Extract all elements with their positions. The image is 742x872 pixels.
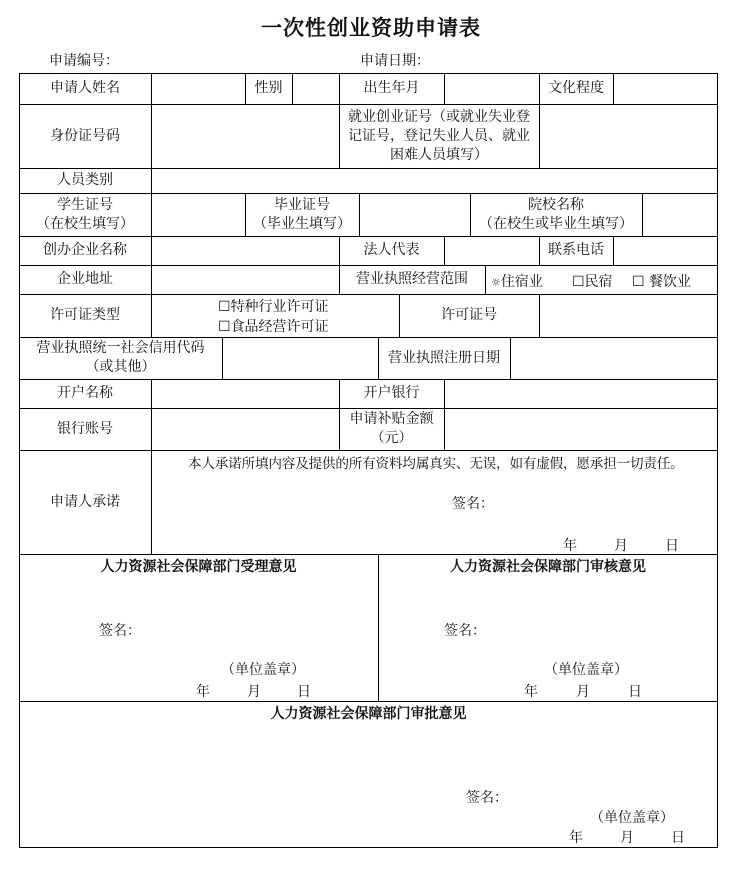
birth-input[interactable] <box>445 74 539 104</box>
review-date-day: 日 <box>628 684 642 700</box>
row-divider <box>19 701 718 702</box>
amount-label-line: 申请补贴金额 <box>349 411 434 427</box>
school-input[interactable] <box>643 194 717 236</box>
approval-date-day: 日 <box>671 830 685 846</box>
id-input[interactable] <box>152 105 339 168</box>
license-type-label: 许可证类型 <box>50 307 120 323</box>
promise-date-month: 月 <box>614 538 628 554</box>
register-date-input[interactable] <box>511 338 717 379</box>
employment-cert-label <box>339 104 539 168</box>
bank-input[interactable] <box>445 380 717 408</box>
review-sign-label: 签名： <box>444 623 486 639</box>
credit-code-label-note: （或其他） <box>85 359 156 375</box>
account-no-input[interactable] <box>152 409 339 450</box>
birth-label: 出生年月 <box>363 80 420 96</box>
col-divider <box>378 554 379 701</box>
business-scope-label: 营业执照经营范围 <box>356 271 468 287</box>
scope-option-label: 餐饮业 <box>644 274 692 290</box>
license-no-input[interactable] <box>540 295 717 337</box>
grad-cert-label <box>245 193 359 236</box>
review-seal-label: （单位盖章） <box>544 662 628 678</box>
applicant-signature-field[interactable] <box>495 488 695 514</box>
col-divider <box>485 265 486 294</box>
student-id-label-line: 学生证号 <box>57 196 113 213</box>
form-title: 一次性创业资助申请表 <box>261 15 481 40</box>
legal-rep-label: 法人代表 <box>363 242 420 258</box>
checkbox-icon: ☐ <box>218 319 231 335</box>
scope-option-homestay[interactable] <box>572 271 613 291</box>
radio-icon: ☼ <box>491 276 501 289</box>
employment-cert-input[interactable] <box>540 105 717 168</box>
grad-cert-label-line: 毕业证号 <box>274 196 330 213</box>
checkbox-icon: ☐ <box>218 299 231 315</box>
student-id-input[interactable] <box>152 194 245 236</box>
applicant-sign-label: 签名： <box>452 496 494 512</box>
application-no-label: 申请编号： <box>49 53 119 69</box>
credit-code-input[interactable] <box>223 338 378 379</box>
name-label: 申请人姓名 <box>50 80 120 96</box>
category-label: 人员类别 <box>57 172 113 188</box>
scope-option-label: 住宿业 <box>500 274 543 290</box>
address-label: 企业地址 <box>57 271 113 287</box>
student-id-label <box>19 193 151 236</box>
application-date-label: 申请日期： <box>360 53 430 69</box>
scope-option-catering[interactable] <box>632 271 691 291</box>
license-option-label: 食品经营许可证 <box>230 319 329 335</box>
checkbox-icon: ☐ <box>572 274 585 290</box>
checkbox-icon: ☐ <box>632 274 645 290</box>
address-input[interactable] <box>152 266 339 294</box>
col-divider <box>151 294 152 337</box>
grad-cert-input[interactable] <box>360 194 470 236</box>
gender-label: 性别 <box>254 80 283 96</box>
approval-date-year: 年 <box>569 830 583 846</box>
promise-text: 本人承诺所填内容及提供的所有资料均属真实、无误，如有虚假，愿承担一切责任。 <box>188 456 684 472</box>
acceptance-sign-label: 签名： <box>99 623 141 639</box>
approval-seal-label: （单位盖章） <box>590 810 674 826</box>
license-option-food[interactable] <box>218 316 329 336</box>
approval-sign-label: 签名： <box>466 790 508 806</box>
name-input[interactable] <box>152 74 245 104</box>
promise-date-year: 年 <box>563 538 577 554</box>
review-date-year: 年 <box>524 684 538 700</box>
acceptance-date-day: 日 <box>297 684 311 700</box>
education-label: 文化程度 <box>548 80 604 96</box>
amount-label <box>339 408 444 450</box>
company-name-input[interactable] <box>152 237 339 265</box>
acceptance-opinion-title: 人力资源社会保障部门受理意见 <box>100 559 297 575</box>
credit-code-label-line: 营业执照统一社会信用代码 <box>36 340 205 356</box>
bank-label: 开户银行 <box>363 385 420 401</box>
category-input[interactable] <box>152 169 717 193</box>
employment-cert-label-line: 困难人员填写） <box>390 146 488 163</box>
approval-opinion-input[interactable] <box>20 725 717 780</box>
grad-cert-label-note: （毕业生填写） <box>253 215 351 232</box>
approval-date-month: 月 <box>620 830 634 846</box>
legal-rep-input[interactable] <box>445 237 539 265</box>
acceptance-seal-label: （单位盖章） <box>221 662 305 678</box>
scope-option-label: 民宿 <box>584 274 613 290</box>
phone-label: 联系电话 <box>548 242 604 258</box>
school-label <box>470 193 642 236</box>
review-opinion-input[interactable] <box>379 578 717 618</box>
employment-cert-label-line: 记证号，登记失业人员、就业 <box>348 127 530 144</box>
school-label-line: 院校名称 <box>528 196 584 213</box>
acceptance-date-year: 年 <box>196 684 210 700</box>
scope-option-lodging[interactable] <box>491 271 543 291</box>
license-no-label: 许可证号 <box>441 307 497 323</box>
review-opinion-title: 人力资源社会保障部门审核意见 <box>450 559 646 575</box>
student-id-label-note: （在校生填写） <box>36 215 134 232</box>
review-date-month: 月 <box>576 684 590 700</box>
phone-input[interactable] <box>614 237 717 265</box>
employment-cert-label-line: 就业创业证号（或就业失业登 <box>348 108 530 125</box>
license-option-special[interactable] <box>218 296 329 316</box>
gender-input[interactable] <box>293 74 339 104</box>
promise-date-day: 日 <box>665 538 679 554</box>
school-label-note: （在校生或毕业生填写） <box>479 215 633 232</box>
credit-code-label <box>19 337 222 379</box>
col-divider <box>151 450 152 554</box>
amount-label-unit: （元） <box>370 430 413 446</box>
account-name-input[interactable] <box>152 380 339 408</box>
license-option-label: 特种行业许可证 <box>230 299 329 315</box>
company-name-label: 创办企业名称 <box>43 242 127 258</box>
acceptance-opinion-input[interactable] <box>20 578 377 618</box>
account-no-label: 银行账号 <box>57 420 113 437</box>
register-date-label: 营业执照注册日期 <box>388 349 500 366</box>
amount-input[interactable] <box>445 409 717 450</box>
education-input[interactable] <box>614 74 717 104</box>
account-name-label: 开户名称 <box>57 385 113 401</box>
acceptance-date-month: 月 <box>247 684 261 700</box>
id-label: 身份证号码 <box>50 127 120 144</box>
promise-label: 申请人承诺 <box>50 493 120 510</box>
approval-opinion-title: 人力资源社会保障部门审批意见 <box>270 706 467 722</box>
